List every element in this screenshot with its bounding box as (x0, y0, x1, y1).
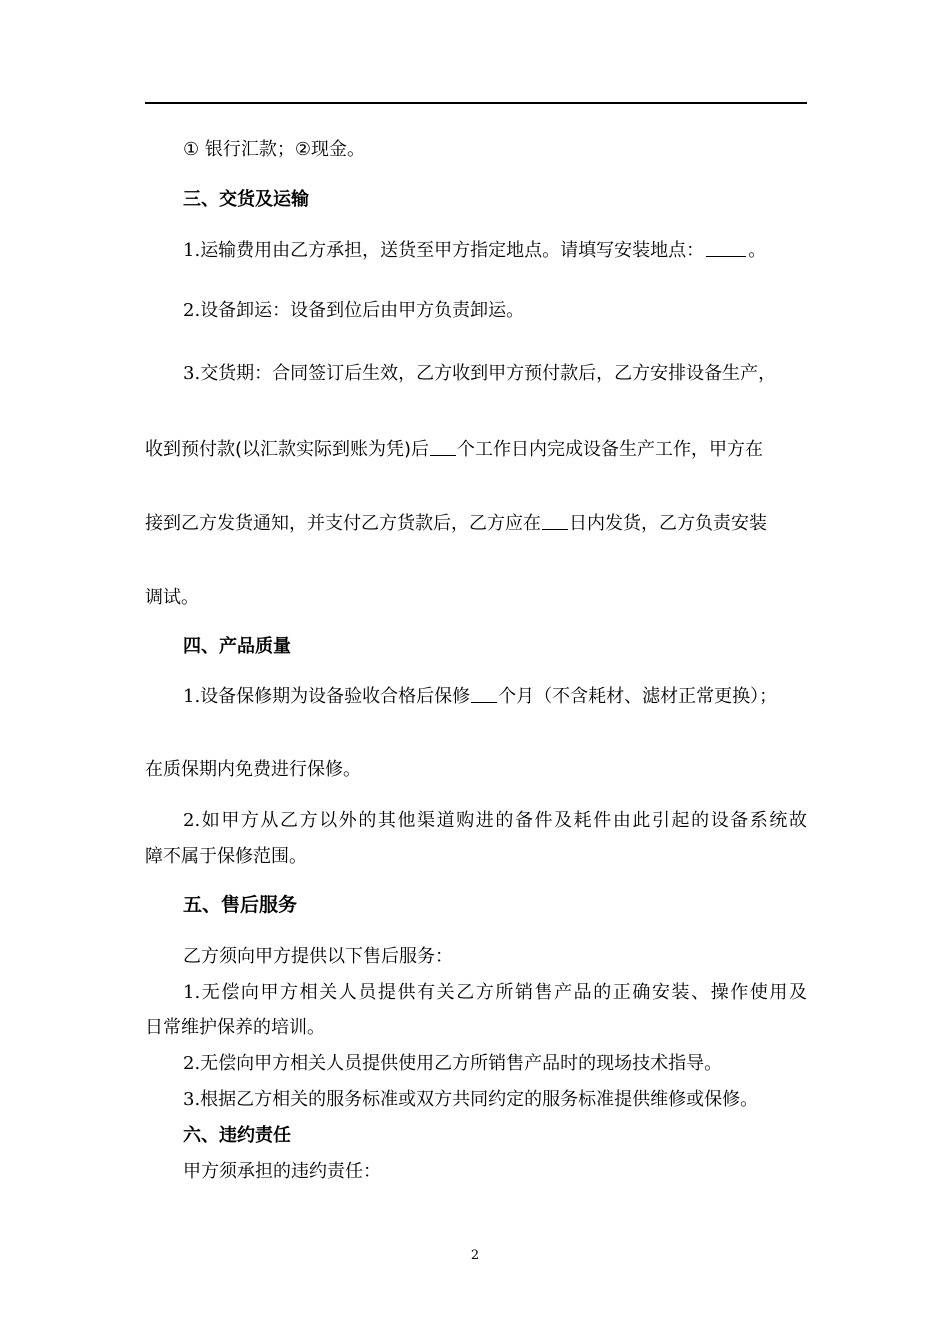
section-3-item-3-line-2 (145, 437, 763, 462)
section-5-item-3: 3.根据乙方相关的服务标准或双方共同约定的服务标准提供维修或保修。 (183, 1089, 759, 1110)
item-number: 1. (183, 240, 201, 261)
item-text: 交货期：合同签订后生效，乙方收到甲方预付款后，乙方安排设备生产， (200, 363, 777, 384)
section-6-title: 六、违约责任 (183, 1125, 291, 1146)
blank-field (706, 238, 746, 257)
text-segment: 接到乙方发货通知，并支付乙方货款后，乙方应在 (145, 513, 541, 534)
text-segment: 个月（不含耗材、滤材正常更换）； (498, 686, 778, 707)
section-5-title: 五、售后服务 (183, 894, 298, 916)
section-3-item-3-line-1 (183, 362, 776, 386)
section-4-item-2-line-1: 2.如甲方从乙方以外的其他渠道购进的备件及耗件由此引起的设备系统故 (183, 810, 807, 831)
blank-field (542, 511, 568, 530)
item-text: 设备卸运：设备到位后由甲方负责卸运。 (200, 300, 525, 321)
header-rule (145, 102, 807, 104)
text-segment: 收到预付款(以汇款实际到账为凭)后 (145, 439, 430, 460)
item-number: 2. (183, 300, 201, 321)
section-4-title: 四、产品质量 (183, 636, 291, 657)
text-segment: 个工作日内完成设备生产工作，甲方在 (457, 439, 764, 460)
section-4-item-2-line-2: 障不属于保修范围。 (145, 846, 307, 867)
section-6-intro: 甲方须承担的违约责任： (183, 1161, 381, 1182)
blank-field (430, 437, 456, 456)
item-end: 。 (748, 240, 767, 261)
blank-field (471, 684, 497, 703)
section-3-item-3-line-3 (145, 511, 767, 536)
page-number: 2 (470, 1248, 480, 1263)
item-text: 运输费用由乙方承担，送货至甲方指定地点。请填写安装地点： (200, 240, 705, 261)
section-3-item-2 (183, 299, 524, 323)
section-5-item-1-line-1: 1.无偿向甲方相关人员提供有关乙方所销售产品的正确安装、操作使用及 (183, 982, 807, 1003)
section-3-title: 三、交货及运输 (183, 189, 309, 210)
section-5-item-2: 2.无偿向甲方相关人员提供使用乙方所销售产品时的现场技术指导。 (183, 1053, 723, 1074)
text-segment: 日内发货，乙方负责安装 (569, 513, 767, 534)
section-4-item-1-line-1 (183, 684, 777, 709)
section-3-item-1 (183, 238, 766, 263)
section-4-item-1-line-2: 在质保期内免费进行保修。 (145, 759, 361, 780)
payment-methods: ① 银行汇款；②现金。 (183, 139, 365, 160)
item-number: 3. (183, 363, 201, 384)
section-5-intro: 乙方须向甲方提供以下售后服务： (183, 946, 453, 967)
section-3-item-3-line-4: 调试。 (145, 587, 199, 608)
text-segment: 设备保修期为设备验收合格后保修 (200, 686, 471, 707)
section-5-item-1-line-2: 日常维护保养的培训。 (145, 1017, 325, 1038)
item-number: 1. (183, 686, 201, 707)
